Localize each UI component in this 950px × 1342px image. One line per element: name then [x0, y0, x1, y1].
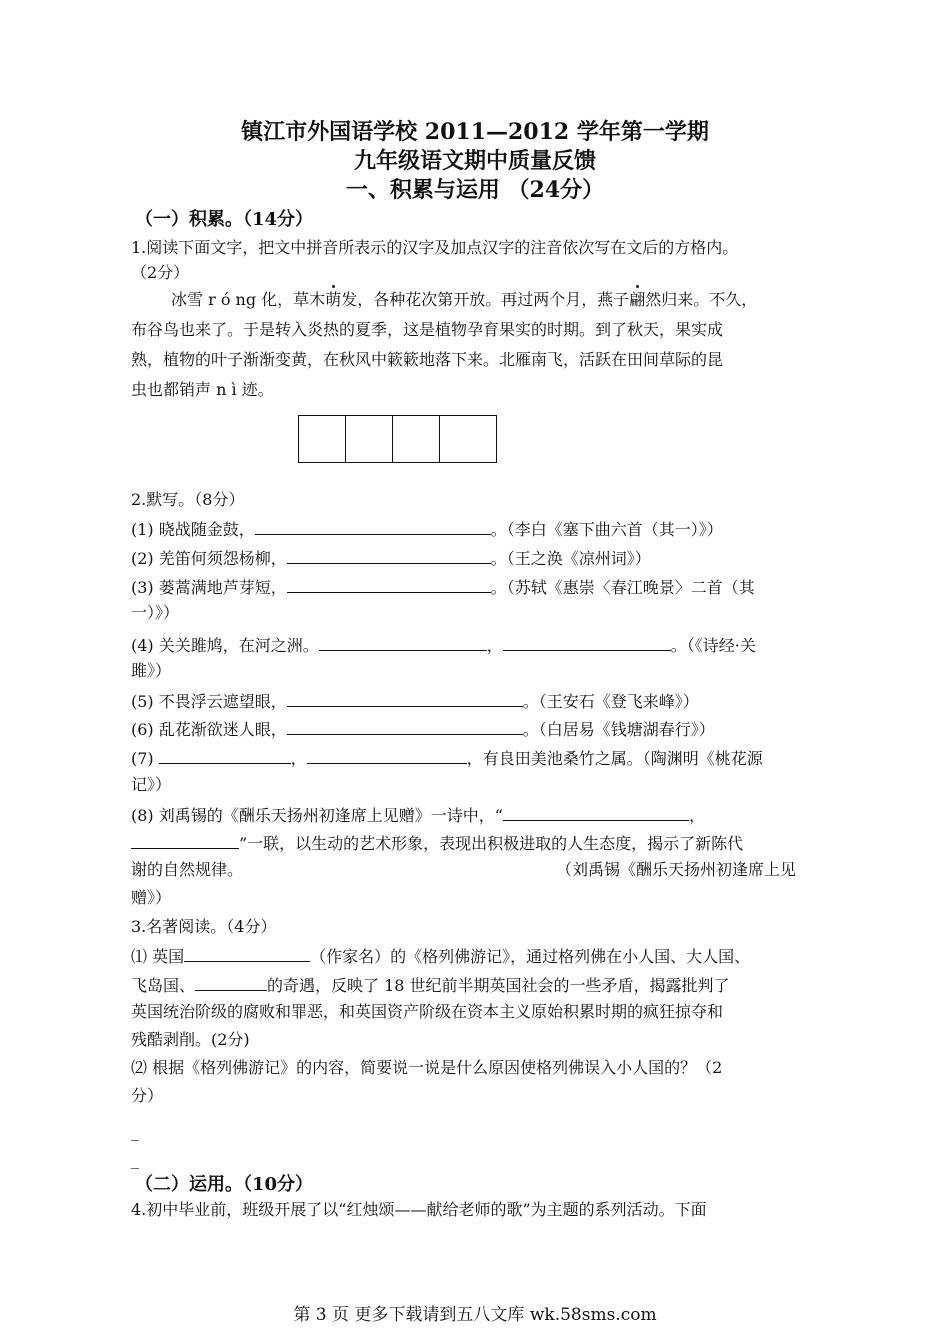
q3-sub-2-line-1: ⑵ 根据《格列佛游记》的内容，简要说一说是什么原因使格列佛误入小人国的？（2 [131, 1058, 723, 1077]
q1-passage-line-1: 冰雪 r ó ng 化，草木萌发，各种花次第开放。再过两个月，燕子翩然归来。不久， [171, 290, 758, 309]
answer-line-mark: _ [131, 1122, 139, 1141]
fill-blank[interactable] [287, 718, 523, 735]
answer-box-3[interactable] [392, 415, 440, 463]
doc-title-school: 镇江市外国语学校 2011—2012 学年第一学期 [241, 119, 709, 145]
fill-blank[interactable] [255, 518, 491, 535]
q1-passage-line-4: 虫也都销声 n ì 迹。 [131, 380, 274, 399]
q2-item-8-source: （刘禹锡《酬乐天扬州初逢席上见 [556, 860, 797, 879]
q2-item-2: (2) 羌笛何须怨杨柳， 。（王之涣《凉州词》） [131, 549, 651, 568]
q3-sub-1-line-1: ⑴ 英国 （作家名）的《格列佛游记》，通过格列佛在小人国、大人国、 [131, 947, 751, 966]
fill-blank[interactable] [503, 804, 689, 821]
q2-item-8: (8) 刘禹锡的《酬乐天扬州初逢席上见赠》一诗中，“ ， [131, 806, 705, 825]
fill-blank[interactable] [131, 832, 239, 849]
emphasis-dot-char-2: 翩 [629, 290, 646, 309]
q3-sub-1-line-2: 飞岛国、 的奇遇，反映了 18 世纪前半期英国社会的一些矛盾，揭露批判了 [131, 976, 730, 995]
fill-blank[interactable] [503, 634, 671, 651]
fill-blank[interactable] [287, 547, 491, 564]
q2-item-7: (7) ， ，有良田美池桑竹之属。（陶渊明《桃花源 [131, 749, 763, 768]
q3-sub-1-line-3: 英国统治阶级的腐败和罪恶，和英国资产阶级在资本主义原始积累时期的疯狂掠夺和 [131, 1002, 724, 1021]
fill-blank[interactable] [307, 747, 467, 764]
q1-score: （2分） [131, 263, 190, 282]
q2-item-3-cont: 一）》） [131, 603, 180, 622]
q3-sub-2-line-2: 分） [131, 1086, 164, 1105]
page-footer: 第 3 页 更多下载请到五八文库 wk.58sms.com [293, 1305, 657, 1325]
section-heading-accumulation: （一）积累。（14分） [135, 209, 314, 230]
q1-passage-line-3: 熟，植物的叶子渐渐变黄，在秋风中簌簌地落下来。北雁南飞，活跃在田间草际的昆 [131, 350, 724, 369]
q2-item-1: (1) 晓战随金鼓， 。（李白《塞下曲六首（其一）》） [131, 520, 723, 539]
q2-stem: 2.默写。（8分） [131, 490, 245, 509]
q2-item-8-cont: 赠》） [131, 888, 172, 907]
answer-box-4[interactable] [439, 415, 497, 463]
emphasis-dot-char-1: 萌 [325, 290, 342, 309]
answer-line-mark: _ [131, 1150, 139, 1169]
q2-item-3: (3) 蒌蒿满地芦芽短， 。（苏轼《惠崇〈春江晚景〉二首（其 [131, 578, 755, 597]
q2-item-6: (6) 乱花渐欲迷人眼， 。（白居易《钱塘湖春行》） [131, 720, 715, 739]
q1-stem: 1.阅读下面文字，把文中拼音所表示的汉字及加点汉字的注音依次写在文后的方格内。 [131, 238, 739, 257]
fill-blank[interactable] [319, 634, 487, 651]
answer-box-1[interactable] [298, 415, 346, 463]
fill-blank[interactable] [159, 747, 291, 764]
q3-stem: 3.名著阅读。（4分） [131, 917, 277, 936]
doc-title-part: 一、积累与运用 （24分） [345, 177, 605, 203]
q4-stem: 4.初中毕业前，班级开展了以“红烛颂——献给老师的歌”为主题的系列活动。下面 [131, 1200, 707, 1219]
fill-blank[interactable] [184, 945, 310, 962]
section-heading-application: （二）运用。（10分） [135, 1174, 314, 1195]
q2-item-7-cont: 记》） [131, 775, 172, 794]
q2-item-8-line-2: ”一联，以生动的艺术形象，表现出积极进取的人生态度，揭示了新陈代 [131, 832, 743, 854]
fill-blank[interactable] [287, 690, 523, 707]
q2-item-4: (4) 关关雎鸠，在河之洲。 ， 。（《诗经·关 [131, 636, 756, 655]
doc-title-exam: 九年级语文期中质量反馈 [353, 148, 596, 174]
answer-box-grid [298, 415, 497, 463]
fill-blank[interactable] [195, 974, 267, 991]
q2-item-5: (5) 不畏浮云遮望眼， 。（王安石《登飞来峰》） [131, 692, 699, 711]
q2-item-8-line-3: 谢的自然规律。 [131, 860, 244, 879]
fill-blank[interactable] [287, 576, 491, 593]
q3-sub-1-line-4: 残酷剥削。(2分) [131, 1030, 250, 1049]
q2-item-4-cont: 雎》） [131, 661, 172, 680]
q1-passage-line-2: 布谷鸟也来了。于是转入炎热的夏季，这是植物孕育果实的时期。到了秋天，果实成 [131, 320, 724, 339]
answer-box-2[interactable] [345, 415, 393, 463]
